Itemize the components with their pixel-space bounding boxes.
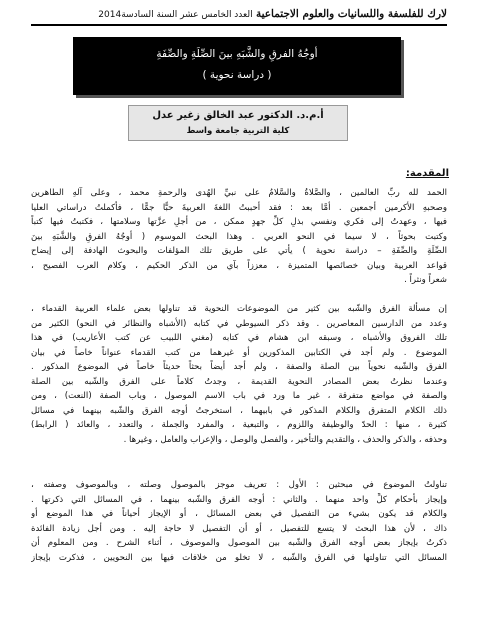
text-line: تلك الفروق والأشباه ، وسبقه ابن هشام في كتابه (مغني اللبيب عن كتب الأعاريب) في هذا bbox=[31, 333, 447, 343]
running-header bbox=[31, 8, 447, 23]
paragraph-background bbox=[31, 302, 447, 447]
paragraph-intro bbox=[31, 186, 447, 288]
text-line: الموضوع . ولم أجد في الكتابين المذكورين أو غيرهما من كتب القدماء عنواناً خاصاً في بيان bbox=[31, 347, 447, 358]
text-line: قواعد العربية وبيان خصائصها المتميزة ، معززاً بآي من الذكر الحكيم ، وكلام العرب الفصيح ، bbox=[31, 260, 447, 271]
section-heading: المقدمة: bbox=[405, 168, 449, 179]
text-line: شعراً ونثراً . bbox=[404, 275, 447, 285]
text-line: وعندما نظرتُ بعض المصادر النحوية القديمة ، وجدتُ كلاماً على الفرق والشّبه بين الصلة bbox=[31, 376, 447, 387]
text-line: ذاك ، لأن هذا البحث لا يتسع للتفصيل ، أو أن التفصيل لا حاجة إليه . ومن أجل زيادة الفائدة bbox=[31, 523, 447, 534]
text-line: والصفة في مواضع متفرقة ، غير ما ورد في باب الاسم الموصول ، وباب الصفة (النعت) ، ومن bbox=[31, 391, 447, 401]
author-affiliation: كلية التربية جامعة واسط bbox=[186, 126, 290, 136]
text-line: تناولتُ الموضوع في مبحثين : الأول : تعريف موجز بالموصول وصلته ، وبالموصوف وصفته ، bbox=[31, 480, 447, 490]
title-box bbox=[73, 37, 401, 95]
issue-info: العدد الخامس عشر السنة السادسة bbox=[121, 10, 253, 20]
journal-title: لارك للفلسفة واللسانيات والعلوم الاجتماعية bbox=[255, 8, 447, 20]
author-box bbox=[128, 105, 348, 141]
text-line: والكلام قد يكون بشيء من التفصيل في بعض المسائل ، أو الإيجاز أحياناً في هذا الموضع أو bbox=[31, 509, 447, 519]
text-line: ذكرتُ بإيجاز بعض أوجه الفرق والشّبه بين الموصول والموصوف ، أثناء الشرح . ومن المعلوم أن bbox=[31, 538, 447, 548]
text-line: وعدد من الدارسين المعاصرين . وقد ذكر السيوطي في كتابه (الأشباه والنظائر في النحو) الكثير من bbox=[31, 318, 447, 329]
article-subtitle: ( دراسة نحوية ) bbox=[202, 69, 272, 81]
text-line: وصحبهِ الأكرمين أجمعين . أمَّا بعد : فقد أحببتُ اللغةَ العربيةَ حبًّا جمًّا ، فأكملتُ دراساتي العليا bbox=[31, 202, 447, 213]
text-line: المسائل التي تناولتها في الفرق والشّبه ، لا تخلو من خلافات فيها بين النحويين ، فذكرت بإيجاز bbox=[31, 552, 447, 563]
paragraph-method bbox=[31, 478, 447, 565]
author-name: أ.م.د. الدكتور عبد الخالق زغير عدل bbox=[152, 110, 324, 121]
text-line: الحمد لله ربِّ العالمين ، والصَّلاةُ والسَّلامُ على نبيِّ الهُدى والرحمةِ محمد ، وعلى آلهِ الطاهرين bbox=[31, 188, 447, 198]
issue-year: 2014 bbox=[98, 10, 122, 20]
text-line: وحذفه ، والذكر والحذف ، والتقديم والتأخير ، والفصل والوصل ، والإعراب والعامل ، وغيرها . bbox=[123, 434, 447, 445]
text-line: وإيجاز بأحكام كلٍّ واحد منهما . والثاني : أوجه الفرق والشّبه بينهما ، في المسائل التي ذكرتها . bbox=[31, 494, 447, 505]
article-title: أوجُهُ الفرقِ والشَّبَهِ بينَ الصِّلَةِ والصِّفَةِ bbox=[156, 48, 318, 60]
text-line: ذلك الكلام المتفرق والكلام المذكور في بابيهما ، استخرجتُ أوجه الفرق والشّبه بينهما في مسائل bbox=[31, 405, 447, 416]
text-line: كثيرة ، منها : الحدّ والوظيفة واللزوم ، والتبعية ، والمفرد والجملة ، والتعدد ، والعائد ( الرابط) bbox=[31, 420, 447, 430]
header-rule bbox=[31, 24, 447, 26]
text-line: الفرق والشّبه نحوياً بين الصلة والصفة ، ولم أجد أيضاً بحثاً حديثاً خاصاً في الموضوع المذكور . bbox=[31, 362, 447, 372]
text-line: وكتبت بحوثاً ، لا سيما في النحو العربي . وهذا البحث الموسوم ( أوجُهُ الفرقِ والشَّبَهِ بينَ bbox=[31, 231, 447, 242]
text-line: إن مسألة الفرق والشّبه بين كثير من الموضوعات النحوية قد تناولها بعض علماء العربية القدماء ، bbox=[31, 304, 447, 314]
text-line: فيها ، وعهدتُ إلى فكري ونفسي بذلِ كلِّ جهدٍ ممكن ، من أجلِ عزَّتها وسلامتها ، فكتبتُ فيها كتباً bbox=[31, 217, 447, 227]
text-line: الصِّلَةِ والصِّفَةِ – دراسة نحوية ) يأتي على طريق تلك المؤلفات والبحوث الهادفة إلى إيضاح bbox=[31, 246, 447, 256]
